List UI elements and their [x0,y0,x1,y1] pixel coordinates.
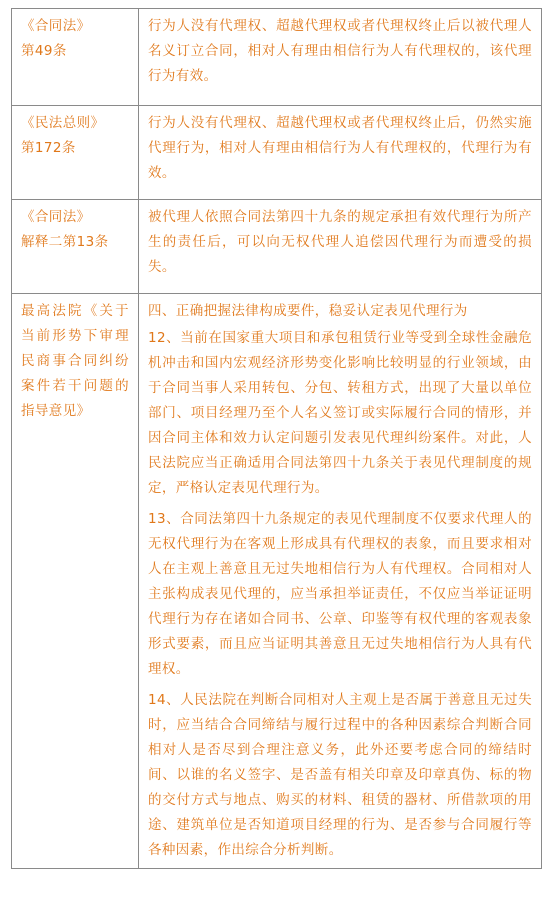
section-heading: 四、正确把握法律构成要件，稳妥认定表见代理行为 [148,303,468,319]
law-title: 最高法院《关于当前形势下审理民商事合同纠纷案件若干问题的指导意见》 [21,303,129,419]
law-text-cell [139,294,542,869]
paragraph: 14、人民法院在判断合同相对人主观上是否属于善意且无过失时，应当结合合同缔结与履行过程中的各种因素综合判断合同相对人是否尽到合理注意义务，此外还要考虑合同的缔结时间、以谁的名义签字、是否盖有相关印章及印章真伪、标的物的交付方式与地点、购买的材料、租赁的器材、所借款项的用途、建筑单位是否知道项目经理的行为、是否参与合同履行等各种因素，作出综合分析判断。 [148,692,532,858]
paragraph: 12、当前在国家重大项目和承包租赁行业等受到全球性金融危机冲击和国内宏观经济形势变化影响比较明显的行业领域，由于合同当事人采用转包、分包、转租方式，出现了大量以单位部门、项目经理乃至个人名义签订或实际履行合同的情形，并因合同主体和效力认定问题引发表见代理纠纷案件。对此，人民法院应当正确适用合同法第四十九条关于表见代理制度的规定，严格认定表见代理行为。 [148,330,532,496]
law-comparison-table [11,8,542,869]
table-row [12,9,542,106]
law-article: 解释二第13条 [21,234,109,250]
law-title: 《民法总则》 [21,115,105,131]
law-source-cell [12,9,139,106]
paragraph: 13、合同法第四十九条规定的表见代理制度不仅要求代理人的无权代理行为在客观上形成具有代理权的表象，而且要求相对人在主观上善意且无过失地相信行为人有代理权。合同相对人主张构成表见代理的，应当承担举证责任，不仅应当举证证明代理行为存在诸如合同书、公章、印鉴等有权代理的客观表象形式要素，而且应当证明其善意且无过失地相信行为人具有代理权。 [148,511,532,677]
law-title: 《合同法》 [21,209,91,225]
law-title: 《合同法》 [21,18,91,34]
law-article: 第172条 [21,140,76,156]
law-article: 第49条 [21,43,67,59]
law-text: 被代理人依照合同法第四十九条的规定承担有效代理行为所产生的责任后，可以向无权代理人追偿因代理行为而遭受的损失。 [148,209,532,275]
table-row [12,200,542,294]
table-row [12,294,542,869]
law-text-cell [139,9,542,106]
law-text-cell [139,106,542,200]
law-source-cell [12,106,139,200]
law-source-cell [12,294,139,869]
law-text: 行为人没有代理权、超越代理权或者代理权终止后，仍然实施代理行为，相对人有理由相信行为人有代理权的，代理行为有效。 [148,115,532,181]
law-text: 行为人没有代理权、超越代理权或者代理权终止后以被代理人名义订立合同，相对人有理由相信行为人有代理权的，该代理行为有效。 [148,18,532,84]
law-text-cell [139,200,542,294]
law-source-cell [12,200,139,294]
table-row [12,106,542,200]
